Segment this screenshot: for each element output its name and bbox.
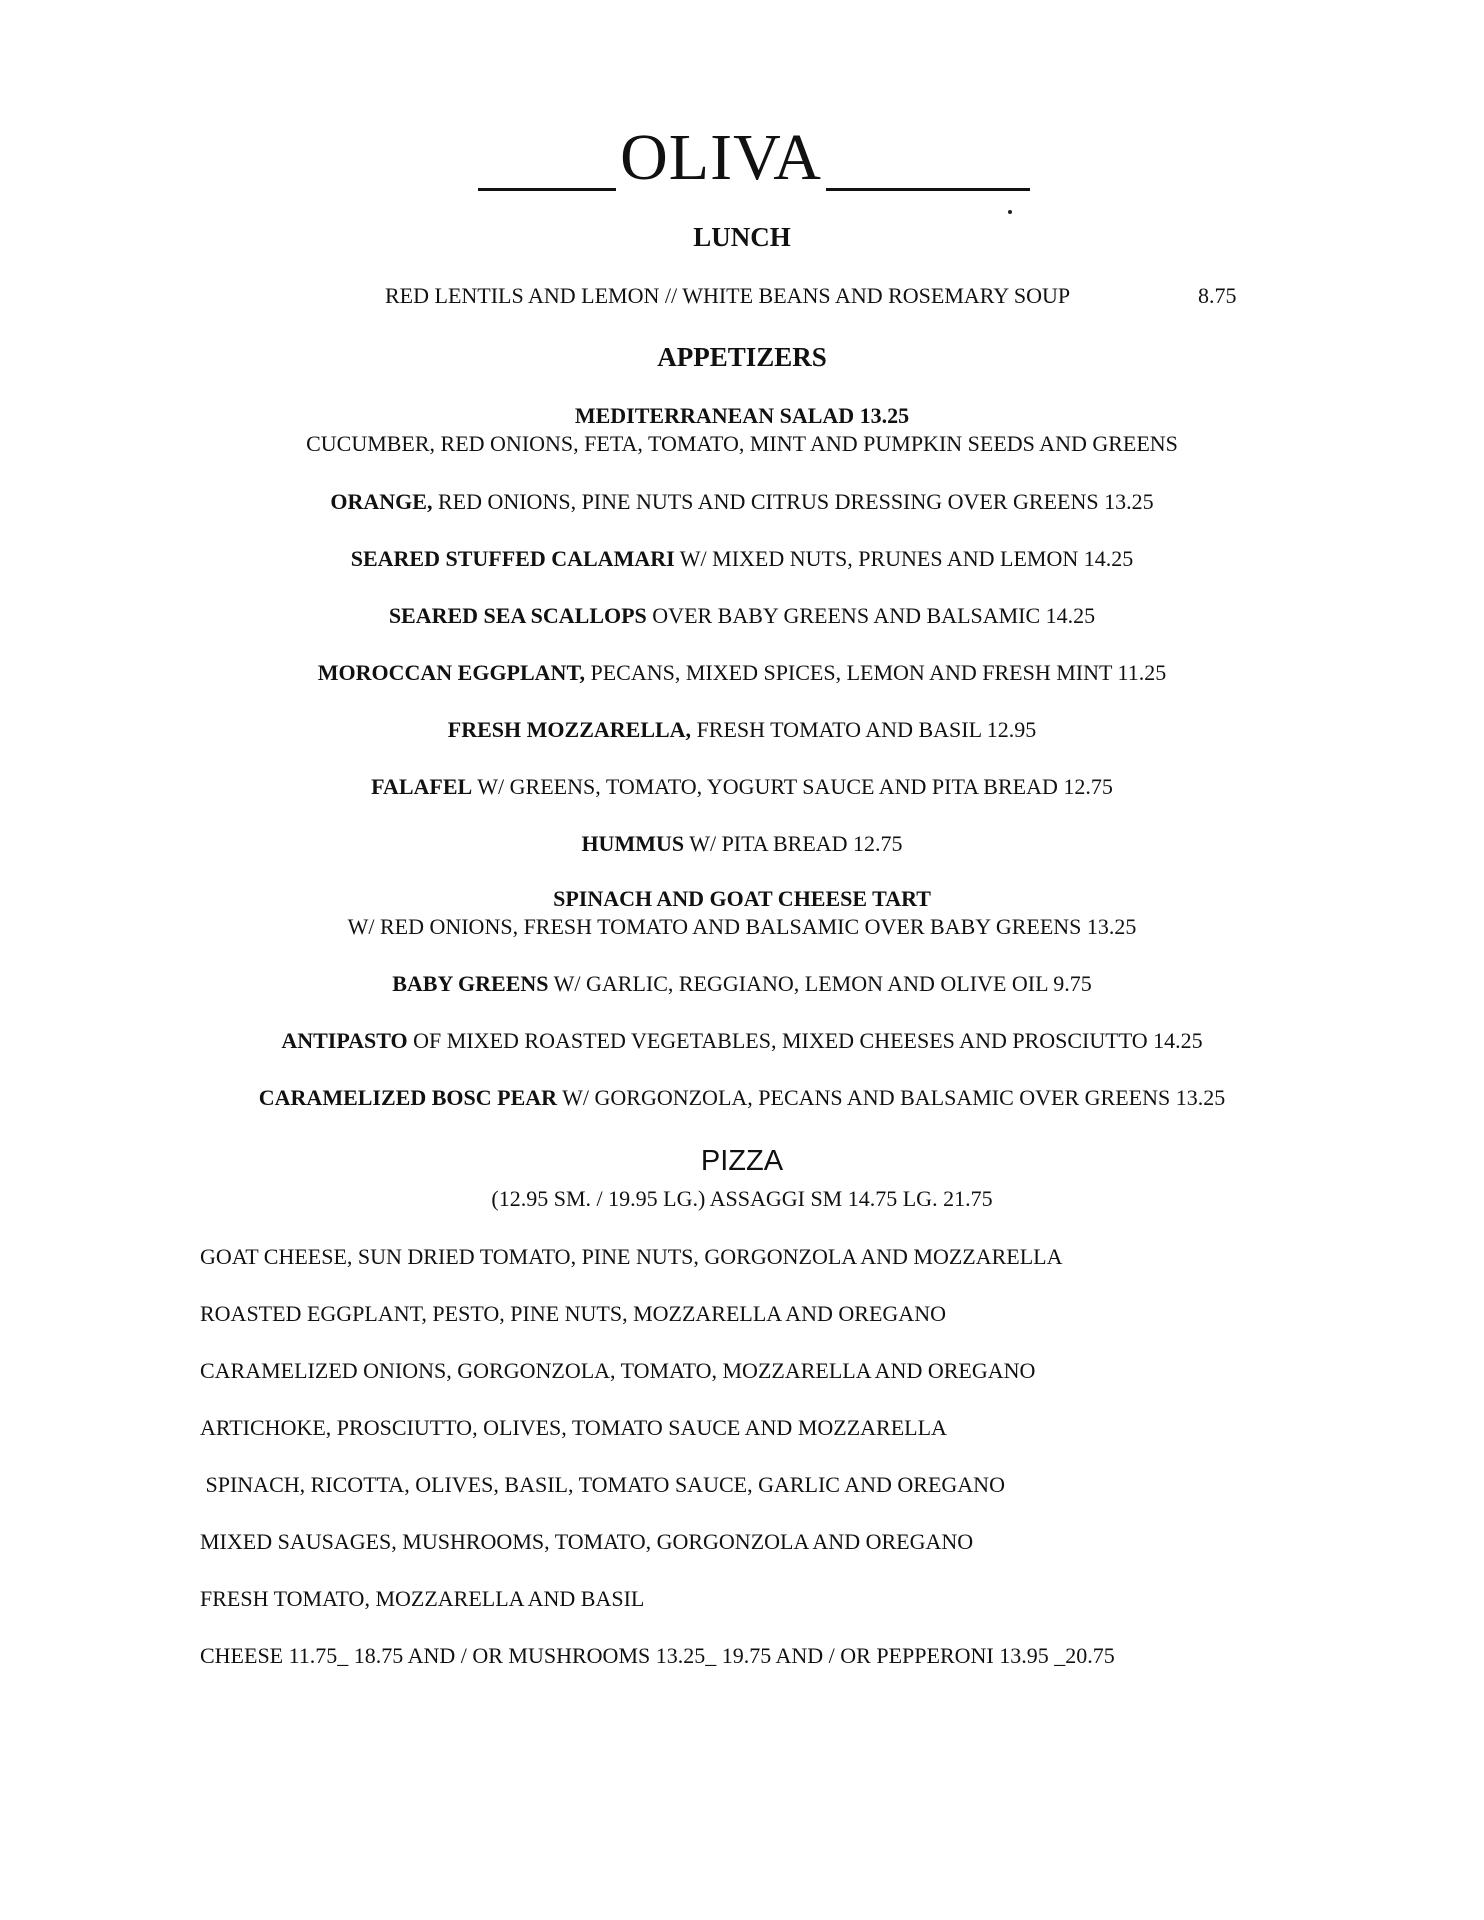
appetizer-desc: W/ MIXED NUTS, PRUNES AND LEMON 14.25 xyxy=(674,546,1134,571)
appetizer-name: MEDITERRANEAN SALAD 13.25 xyxy=(574,403,910,428)
appetizer-name: CARAMELIZED BOSC PEAR xyxy=(258,1085,558,1110)
appetizer-item xyxy=(0,660,1484,686)
appetizer-name: FRESH MOZZARELLA, xyxy=(447,717,692,742)
pizza-item: CHEESE 11.75_ 18.75 AND / OR MUSHROOMS 13.25_ 19.75 AND / OR PEPPERONI 13.95 _20.75 xyxy=(200,1643,1115,1668)
pizza-item: CARAMELIZED ONIONS, GORGONZOLA, TOMATO, MOZZARELLA AND OREGANO xyxy=(200,1358,1036,1383)
soup-line: RED LENTILS AND LEMON // WHITE BEANS AND ROSEMARY SOUP xyxy=(385,283,1071,308)
appetizer-desc: W/ PITA BREAD 12.75 xyxy=(684,831,903,856)
appetizer-desc: W/ RED ONIONS, FRESH TOMATO AND BALSAMIC OVER BABY GREENS 13.25 xyxy=(347,914,1137,939)
appetizer-desc: PECANS, MIXED SPICES, LEMON AND FRESH MINT 11.25 xyxy=(585,660,1167,685)
appetizers-heading: APPETIZERS xyxy=(657,342,827,372)
title-rule-left xyxy=(478,188,616,191)
appetizer-item xyxy=(0,914,1484,940)
appetizer-item xyxy=(0,1028,1484,1054)
appetizer-desc: OVER BABY GREENS AND BALSAMIC 14.25 xyxy=(646,603,1096,628)
pizza-item: MIXED SAUSAGES, MUSHROOMS, TOMATO, GORGONZOLA AND OREGANO xyxy=(200,1529,974,1554)
appetizer-name: HUMMUS xyxy=(581,831,685,856)
appetizer-name: SEARED SEA SCALLOPS xyxy=(388,603,647,628)
soup-price: 8.75 xyxy=(1198,283,1237,308)
pizza-item: ROASTED EGGPLANT, PESTO, PINE NUTS, MOZZARELLA AND OREGANO xyxy=(200,1301,946,1326)
title-rule-right xyxy=(826,188,1030,191)
pizza-item: GOAT CHEESE, SUN DRIED TOMATO, PINE NUTS, GORGONZOLA AND MOZZARELLA xyxy=(200,1244,1063,1269)
appetizer-name: SPINACH AND GOAT CHEESE TART xyxy=(553,886,931,911)
appetizer-desc: W/ GORGONZOLA, PECANS AND BALSAMIC OVER GREENS 13.25 xyxy=(557,1085,1226,1110)
appetizer-item xyxy=(0,886,1484,912)
appetizer-item xyxy=(0,489,1484,515)
pizza-item: FRESH TOMATO, MOZZARELLA AND BASIL xyxy=(200,1586,645,1611)
appetizer-item xyxy=(0,831,1484,857)
appetizer-item xyxy=(0,603,1484,629)
pizza-item: SPINACH, RICOTTA, OLIVES, BASIL, TOMATO SAUCE, GARLIC AND OREGANO xyxy=(200,1472,1005,1497)
title-row xyxy=(0,118,1484,208)
appetizer-name: MOROCCAN EGGPLANT, xyxy=(317,660,585,685)
appetizer-name: SEARED STUFFED CALAMARI xyxy=(350,546,675,571)
appetizer-name: ORANGE, xyxy=(330,489,433,514)
appetizer-desc: RED ONIONS, PINE NUTS AND CITRUS DRESSING OVER GREENS 13.25 xyxy=(432,489,1154,514)
restaurant-name: OLIVA xyxy=(620,121,822,194)
appetizer-item xyxy=(0,431,1484,457)
appetizer-item xyxy=(0,403,1484,429)
appetizer-item xyxy=(0,971,1484,997)
pizza-item: ARTICHOKE, PROSCIUTTO, OLIVES, TOMATO SAUCE AND MOZZARELLA xyxy=(200,1415,947,1440)
appetizer-name: ANTIPASTO xyxy=(281,1028,408,1053)
appetizer-desc: FRESH TOMATO AND BASIL 12.95 xyxy=(691,717,1037,742)
appetizer-desc: W/ GREENS, TOMATO, YOGURT SAUCE AND PITA BREAD 12.75 xyxy=(472,774,1113,799)
appetizer-desc: CUCUMBER, RED ONIONS, FETA, TOMATO, MINT AND PUMPKIN SEEDS AND GREENS xyxy=(306,431,1178,456)
appetizer-name: FALAFEL xyxy=(371,774,473,799)
scan-speck xyxy=(1008,210,1012,214)
appetizer-item xyxy=(0,1085,1484,1111)
lunch-heading: LUNCH xyxy=(693,222,791,252)
appetizer-desc: W/ GARLIC, REGGIANO, LEMON AND OLIVE OIL 9.75 xyxy=(548,971,1092,996)
appetizer-item xyxy=(0,717,1484,743)
appetizer-desc: OF MIXED ROASTED VEGETABLES, MIXED CHEESES AND PROSCIUTTO 14.25 xyxy=(407,1028,1203,1053)
pizza-heading: PIZZA xyxy=(700,1145,784,1177)
pizza-prices: (12.95 SM. / 19.95 LG.) ASSAGGI SM 14.75 LG. 21.75 xyxy=(491,1186,993,1211)
appetizer-item xyxy=(0,774,1484,800)
appetizer-item xyxy=(0,546,1484,572)
appetizer-name: BABY GREENS xyxy=(392,971,549,996)
